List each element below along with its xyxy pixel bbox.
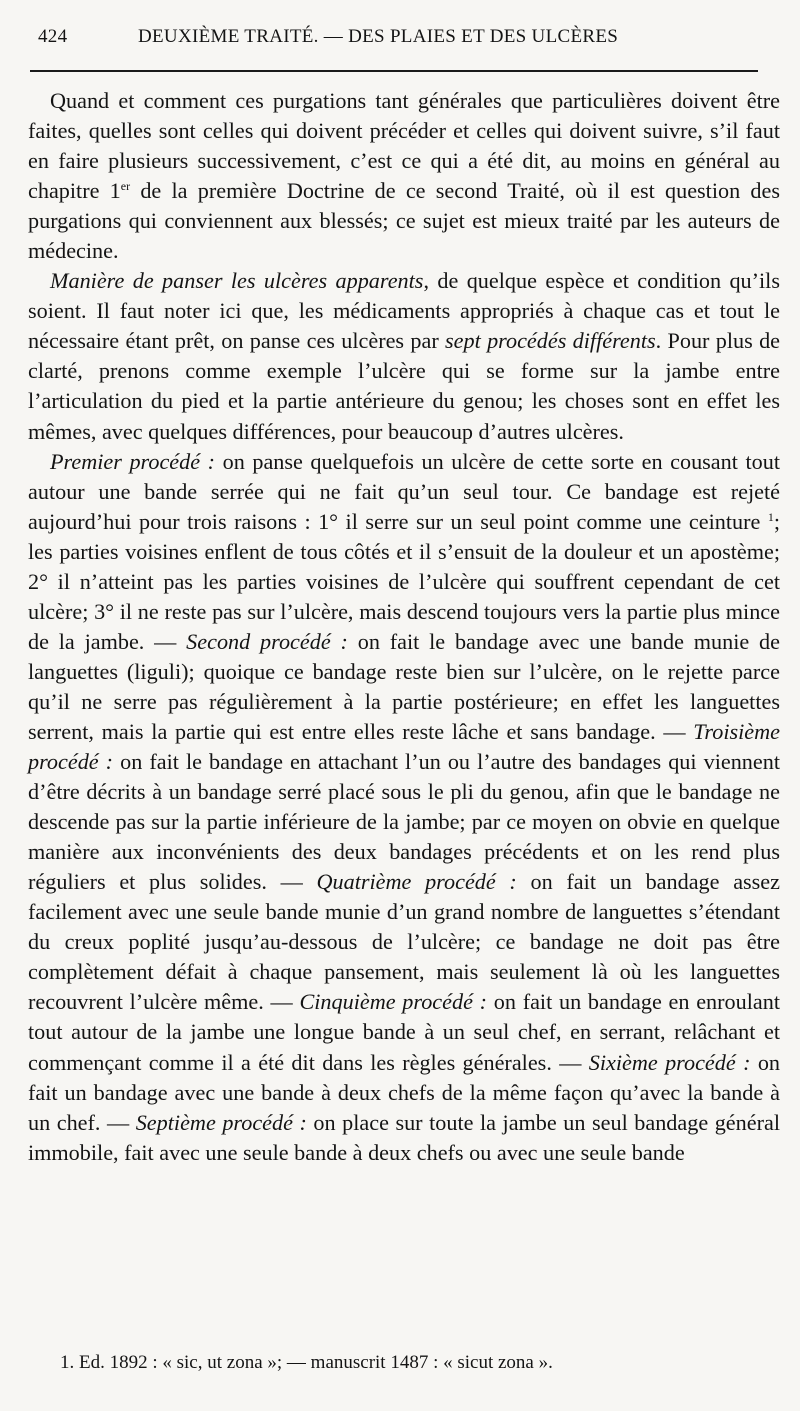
text-run: de la première Doctrine de ce second Traité, où il est question des purgations qui conviennent aux blessés; ce sujet est mieux traité par les auteurs de médecine. bbox=[28, 178, 781, 264]
text-run: on fait le bandage avec une bande munie de languettes (liguli); quoique ce bandage reste bien sur l’ulcère, on le rejette parce qu’il ne serre pas régulièrement à la partie postérieure; en effet les languettes serrent, mais la partie qui est entre elles reste lâche et sans bandage. — bbox=[28, 628, 780, 744]
text-run: . Pour plus de clarté, prenons comme exemple l’ulcère qui se forme sur la jambe entre l’articulation du pied et la partie antérieure du genou; les choses sont en effet les mêmes, avec quelques différences, pour beaucoup d’autres ulcères. bbox=[28, 328, 781, 444]
text-run: Quand et comment ces purgations tant générales que particulières doivent être faites, quelles sont celles qui doivent précéder et celles qui doivent suivre, s’il faut en faire plusieurs successivement, c’est ce qui a été dit, au moins en général au chapitre 1 bbox=[28, 88, 780, 204]
body-text bbox=[28, 86, 780, 1168]
footnote-reference: 1 bbox=[767, 509, 774, 524]
text-run: on place sur toute la jambe un seul bandage général immobile, fait avec une seule bande à deux chefs ou avec une seule bande bbox=[28, 1109, 781, 1165]
text-run: on fait un bandage en enroulant tout autour de la jambe une longue bande à un seul chef, en serrant, relâchant et commençant comme il a été dit dans les règles générales. — bbox=[28, 989, 780, 1075]
text-run: on fait le bandage en attachant l’un ou l’autre des bandages qui viennent d’être décrits à un bandage serré placé sous le pli du genou, afin que le bandage ne descende pas sur la partie inférieure de la jambe; par ce moyen on obvie en quelque manière aux inconvénients des deux bandages précédents et on les rend plus réguliers et plus solides. — bbox=[28, 749, 781, 895]
paragraph-dressing-methods bbox=[28, 266, 780, 446]
procedure-5-title: Cinquième procédé : bbox=[299, 989, 488, 1015]
running-head: DEUXIÈME TRAITÉ. — DES PLAIES ET DES ULCÈRES bbox=[138, 26, 619, 47]
footnote: 1. Ed. 1892 : « sic, ut zona »; — manuscrit 1487 : « sicut zona ». bbox=[60, 1352, 553, 1373]
text-run: on fait un bandage assez facilement avec une seule bande munie d’un grand nombre de languettes s’étendant du creux poplité jusqu’au-dessous de l’ulcère; ce bandage ne doit pas être complètement défait à chaque pansement, mais seulement là où les languettes recouvrent l’ulcère même. — bbox=[28, 869, 781, 1015]
header-rule bbox=[30, 70, 758, 72]
text-run: on panse quelquefois un ulcère de cette sorte en cousant tout autour une bande serrée qui ne fait qu’un seul tour. Ce bandage est rejeté aujourd’hui pour trois raisons : 1° il serre sur un seul point comme une ceinture bbox=[28, 448, 780, 534]
text-run: , de quelque espèce et condition qu’ils soient. Il faut noter ici que, les médicaments appropriés à chaque cas et tout le nécessaire étant prêt, on panse ces ulcères par bbox=[28, 268, 780, 354]
procedure-2-title: Second procédé : bbox=[186, 628, 348, 654]
procedure-7-title: Septième procédé : bbox=[135, 1109, 307, 1135]
text-run: on fait un bandage avec une bande à deux chefs de la même façon qu’avec la bande à un chef. — bbox=[28, 1049, 781, 1135]
page-number: 424 bbox=[38, 26, 68, 47]
paragraph-procedures bbox=[28, 447, 780, 1168]
procedure-6-title: Sixième procédé : bbox=[588, 1049, 751, 1075]
procedure-4-title: Quatrième procédé : bbox=[316, 869, 517, 895]
procedure-3-title: Troisième procédé : bbox=[28, 718, 780, 775]
section-title: Manière de panser les ulcères apparents bbox=[50, 268, 424, 294]
paragraph-purgations bbox=[28, 86, 780, 266]
procedure-1-title: Premier procédé : bbox=[50, 448, 216, 474]
superscript: er bbox=[120, 179, 131, 194]
text-run: ; les parties voisines enflent de tous côtés et il s’ensuit de la douleur et un apostème; 2° il n’atteint pas les parties voisines de l’ulcère qui souffrent cependant de cet ulcère; 3° il ne reste pas sur l’ulcère, mais descend toujours vers la partie plus mince de la jambe. — bbox=[28, 508, 780, 654]
emphasis-seven-methods: sept procédés différents bbox=[445, 328, 656, 354]
